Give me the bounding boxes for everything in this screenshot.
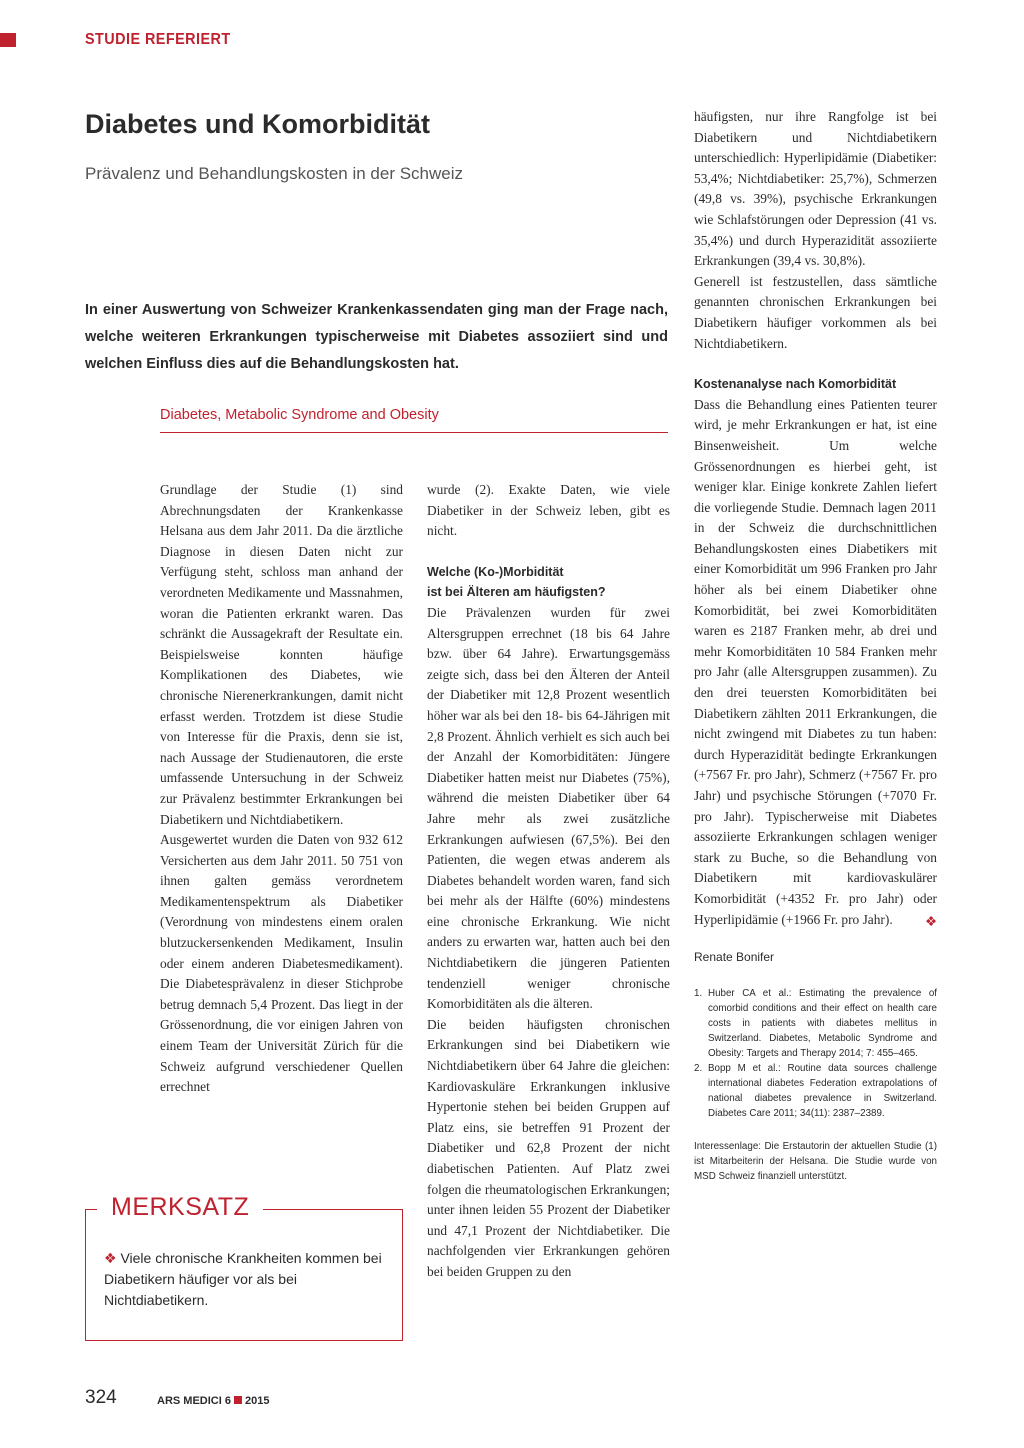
journal-year: 2015 xyxy=(244,1395,270,1407)
end-mark-icon: ❖ xyxy=(924,913,937,929)
journal-separator-square xyxy=(234,1396,242,1404)
reference-item xyxy=(694,986,937,1061)
col3-paragraph-2: Generell ist festzustellen, dass sämtliche genannten chronischen Erkrankungen bei Diabetikern häufiger vorkommen als bei Nichtdiabetikern. xyxy=(694,273,937,351)
reference-text: Huber CA et al.: Estimating the prevalence of comorbid conditions and their effect on health care costs in patients with diabetes mellitus in Switzerland. Diabetes, Metabolic Syndrome and Obesity: Targets and Therapy 2014; 7: 455–465. xyxy=(708,988,937,1060)
merksatz-bullet-icon: ❖ xyxy=(104,1250,117,1266)
merksatz-title: MERKSATZ xyxy=(97,1193,263,1222)
col1-paragraph-2: Ausgewertet wurden die Daten von 932 612 Versicherten aus dem Jahr 2011. 50 751 von ihnen galten gemäss verordnetem Medikamentenspektrum als Diabetiker (Verordnung von mindestens einem oralen blutzuckersenkenden Medikament, Insulin oder einem anderen Diabetesmedikament). Die Diabetesprävalenz in dieser Stichprobe betrug demnach 5,4 Prozent. Das liegt in der Grössenordnung, die vor einigen Jahren von einem Team der Universität Zürich für die Schweiz aufgrund verschiedener Quellen errechnet xyxy=(160,832,403,1095)
col2-paragraph-1: wurde (2). Exakte Daten, wie viele Diabetiker in der Schweiz leben, gibt es nicht. xyxy=(427,482,670,539)
conflict-of-interest: Interessenlage: Die Erstautorin der aktuellen Studie (1) ist Mitarbeiterin der Helsana. Die Studie wurde von MSD Schweiz finanziell unterstützt. xyxy=(694,1141,937,1183)
category-rule xyxy=(160,432,668,433)
body-column-2 xyxy=(427,480,670,1283)
reference-item xyxy=(694,1061,937,1121)
journal-info xyxy=(157,1395,269,1407)
col3-paragraph-1: häufigsten, nur ihre Rangfolge ist bei Diabetikern und Nichtdiabetikern unterschiedlich: Hyperlipidämie (Diabetiker: 53,4%; Nichtdiabetiker: 25,7%), Schmerzen (49,8 vs. 39%), psychische Erkrankungen wie Schlafstörungen oder Depression (41 vs. 35,4%) und durch Hyperazidität assoziierte Erkrankungen (39,4 vs. 30,8%). xyxy=(694,109,937,269)
reference-number: 2. xyxy=(694,1063,703,1075)
merksatz-text-block xyxy=(104,1248,389,1311)
body-column-1 xyxy=(160,480,403,1098)
reference-text: Bopp M et al.: Routine data sources challenge international diabetes Federation extrapolations of national diabetes prevalence in Switzerland. Diabetes Care 2011; 34(11): 2387–2389. xyxy=(708,1063,937,1120)
merksatz-text: Viele chronische Krankheiten kommen bei Diabetikern häufiger vor als bei Nichtdiabetikern. xyxy=(104,1250,382,1308)
article-title: Diabetes und Komorbidität xyxy=(85,109,431,139)
journal-name: ARS MEDICI 6 xyxy=(157,1395,231,1407)
col2-heading-line-2: ist bei Älteren am häufigsten? xyxy=(427,585,606,600)
page-number: 324 xyxy=(85,1387,117,1408)
col1-paragraph-1: Grundlage der Studie (1) sind Abrechnungsdaten der Krankenkasse Helsana aus dem Jahr 2011. Da die ärztliche Diagnose in diesen Daten nicht zur Verfügung steht, schloss man anhand der verordneten Medikamente und Massnahmen, woran die Patienten erkrankt waren. Das schränkt die Aussagekraft der Resultate ein. Beispielsweise konnten häufige Komplikationen des Diabetes, wie chronische Nierenerkrankungen, damit nicht erfasst werden. Trotzdem ist diese Studie von Interesse für die Praxis, denn sie ist, nach Aussage der Studienautoren, die erste umfassende Untersuchung in der Schweiz zur Prävalenz bestimmter Erkrankungen bei Diabetikern und Nichtdiabetikern. xyxy=(160,482,403,827)
article-lead: In einer Auswertung von Schweizer Krankenkassendaten ging man der Frage nach, welche weiteren Erkrankungen typischerweise mit Diabetes assoziiert sind und welchen Einfluss dies auf die Behandlungskosten hat. xyxy=(85,302,668,372)
body-column-3 xyxy=(694,107,937,1184)
reference-number: 1. xyxy=(694,988,703,1000)
section-tag: STUDIE REFERIERT xyxy=(85,31,231,48)
article-category: Diabetes, Metabolic Syndrome and Obesity xyxy=(160,407,439,423)
col3-paragraph-3 xyxy=(694,395,937,930)
article-subtitle: Prävalenz und Behandlungskosten in der Schweiz xyxy=(85,164,464,183)
author-name: Renate Bonifer xyxy=(694,950,775,965)
col2-heading-line-1: Welche (Ko-)Morbidität xyxy=(427,564,564,579)
col3-heading: Kostenanalyse nach Komorbidität xyxy=(694,377,897,392)
col2-paragraph-3: Die beiden häufigsten chronischen Erkrankungen sind bei Diabetikern wie Nichtdiabetikern über 64 Jahre die gleichen: Kardiovaskuläre Erkrankungen inklusive Hypertonie stehen bei beiden Gruppen auf Platz eins, sie betreffen 91 Prozent der Diabetiker und 62,8 Prozent der nicht diabetischen Patienten. Auf Platz zwei folgen die rheumatologischen Erkrankungen; unter ihnen leiden 55 Prozent der Diabetiker und 47,1 Prozent der Nichtdiabetiker. Die nachfolgenden vier Erkrankungen gehören bei beiden Gruppen zu den xyxy=(427,1016,670,1279)
header-accent-square xyxy=(0,33,16,47)
col2-paragraph-2: Die Prävalenzen wurden für zwei Altersgruppen errechnet (18 bis 64 Jahre bzw. über 64 Jahre). Erwartungsgemäss zeigte sich, dass bei den Älteren der Anteil der Diabetiker mit 12,8 Prozent wesentlich höher war als bei den 18- bis 64-Jährigen mit 2,8 Prozent. Ähnlich verhielt es sich auch bei der Anzahl der Komorbiditäten: Jüngere Diabetiker hatten meist nur Diabetes (75%), während die meisten Diabetiker über 64 Jahre mehr als zwei zusätzliche Erkrankungen aufwiesen (67,5%). Bei den Patienten, die wegen etwas anderem als Diabetes behandelt worden waren, fand sich bei mehr als der Hälfte (60%) mindestens eine chronische Erkrankung. Wie nicht anders zu erwarten war, hatten auch bei den Nichtdiabetikern die jüngeren Patienten tendenziell weniger chronische Komorbiditäten als die älteren. xyxy=(427,604,670,1012)
reference-list xyxy=(694,986,937,1121)
col3-paragraph-3-text: Dass die Behandlung eines Patienten teurer wird, je mehr Erkrankungen er hat, ist eine Binsenweisheit. Um welche Grössenordnungen es hierbei geht, ist weniger klar. Einige konkrete Zahlen liefert die vorliegende Studie. Demnach lagen 2011 in der Schweiz die durchschnittlichen Behandlungskosten eines Diabetikers mit einer Komorbidität um 996 Franken pro Jahr höher als bei einem Diabetiker ohne Komorbidität, bei zwei Komorbiditäten waren es 2187 Franken mehr, ab drei und mehr Komorbiditäten 10 584 Franken mehr pro Jahr (alle Altersgruppen zusammen). Zu den drei teuersten Komorbiditäten bei Diabetikern zählten 2011 Erkrankungen, die nicht zwingend mit Diabetes zu tun haben: durch Hyperazidität bedingte Erkrankungen (+7567 Fr. pro Jahr), Schmerz (+7567 Fr. pro Jahr) und psychische Störungen (+7070 Fr. pro Jahr). Typischerweise mit Diabetes assoziierte Erkrankungen schlagen weniger stark zu Buche, so die Behandlung von Diabetikern mit kardiovaskulärer Komorbidität (+4352 Fr. pro Jahr) oder Hyperlipidämie (+1966 Fr. pro Jahr). xyxy=(694,396,937,927)
